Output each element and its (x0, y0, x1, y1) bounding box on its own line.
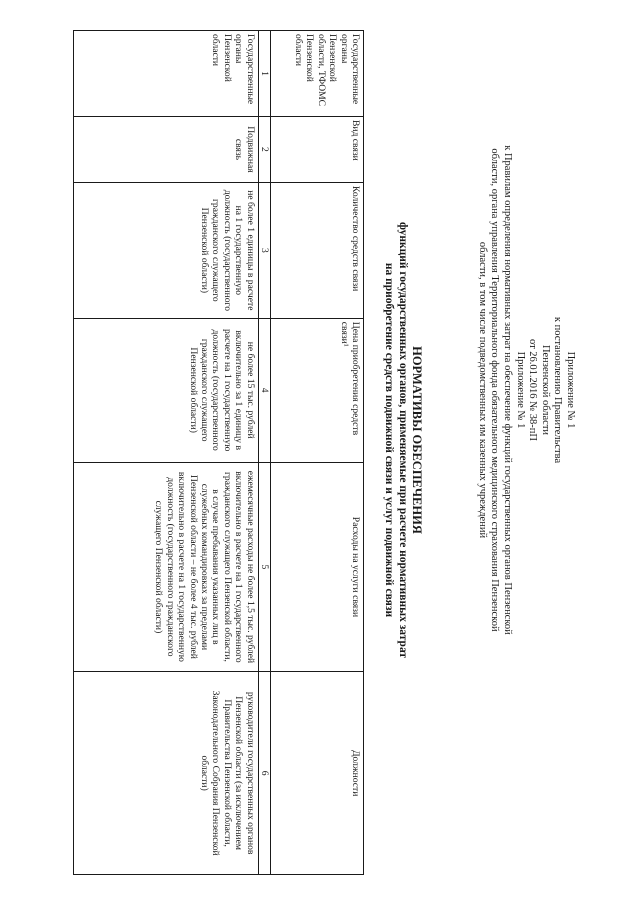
table-header-row (271, 31, 364, 875)
table-row (73, 31, 258, 875)
table-number-row (258, 31, 270, 875)
column-number: 4 (258, 318, 270, 462)
column-number: 1 (258, 31, 270, 117)
header-expenses: Расходы на услуги связи (271, 462, 364, 672)
document-heading (382, 130, 424, 750)
column-number: 5 (258, 462, 270, 672)
cell-expenses (73, 462, 258, 672)
appendix-rules-text: к Правилам определения нормативных затрат на обеспечение функций государственных органов Пензенской области, органа управления Территориального фонда обязательного медицинского страхования Пензенской области, в том числе подведомственных им казенных учреждений (476, 145, 514, 635)
document-subtitle: на приобретение средств подвижной связи и услуг подвижной связи (383, 262, 395, 618)
expenses-monthly: ежемесячные расходы не более 1,5 тыс. рублей включительно в расчете на 1 государственного гражданского служащего Пензенской области, (221, 470, 256, 664)
expenses-travel: в случае пребывания указанных лиц в служебных командировках за пределами Пензенской области – не более 4 тыс. рублей включительно в расчете на 1 государственную должность (государственного гражданского служащего Пензенской области) (153, 471, 222, 662)
appendix-line: Приложение № 1 (565, 351, 576, 429)
appendix-line: к постановлению Правительства (552, 316, 564, 464)
header-positions: Должности (271, 672, 364, 875)
appendix-line: от 26.01.2016 № 38-пП (527, 338, 539, 442)
header-quantity: Количество средств связи (271, 182, 364, 318)
norms-table (73, 30, 364, 875)
appendix-line: Приложение № 1 (514, 351, 526, 429)
appendix-block (475, 130, 576, 650)
cell-quantity: не более 1 единицы в расчете на 1 государственную должность (государственного гражданского служащего Пензенской области) (73, 182, 258, 318)
cell-connection-type: Подвижная связь (73, 116, 258, 182)
header-price: Цена приобретения средств связи¹ (271, 318, 364, 462)
document-title: НОРМАТИВЫ ОБЕСПЕЧЕНИЯ (410, 346, 424, 534)
document-subtitle: функций государственных органов, применяемые при расчете нормативных затрат (397, 221, 409, 659)
column-number: 6 (258, 672, 270, 875)
header-connection-type: Вид связи (271, 116, 364, 182)
cell-price: не более 15 тыс. рублей включительно за 1 единицу в расчете на 1 государственную должность (государственного гражданского служащего Пензенской области) (73, 318, 258, 462)
cell-organs: Государственные органы Пензенской области (73, 31, 258, 117)
appendix-line: Пензенской области (539, 344, 551, 436)
column-number: 3 (258, 182, 270, 318)
cell-positions: руководители государственных органов Пензенской области (за исключением Правительства Пензенской области, Законодательного Собрания Пензенской области) (73, 672, 258, 875)
header-organs: Государственные органы Пензенской области, ТФОМС Пензенской области (271, 31, 364, 117)
column-number: 2 (258, 116, 270, 182)
